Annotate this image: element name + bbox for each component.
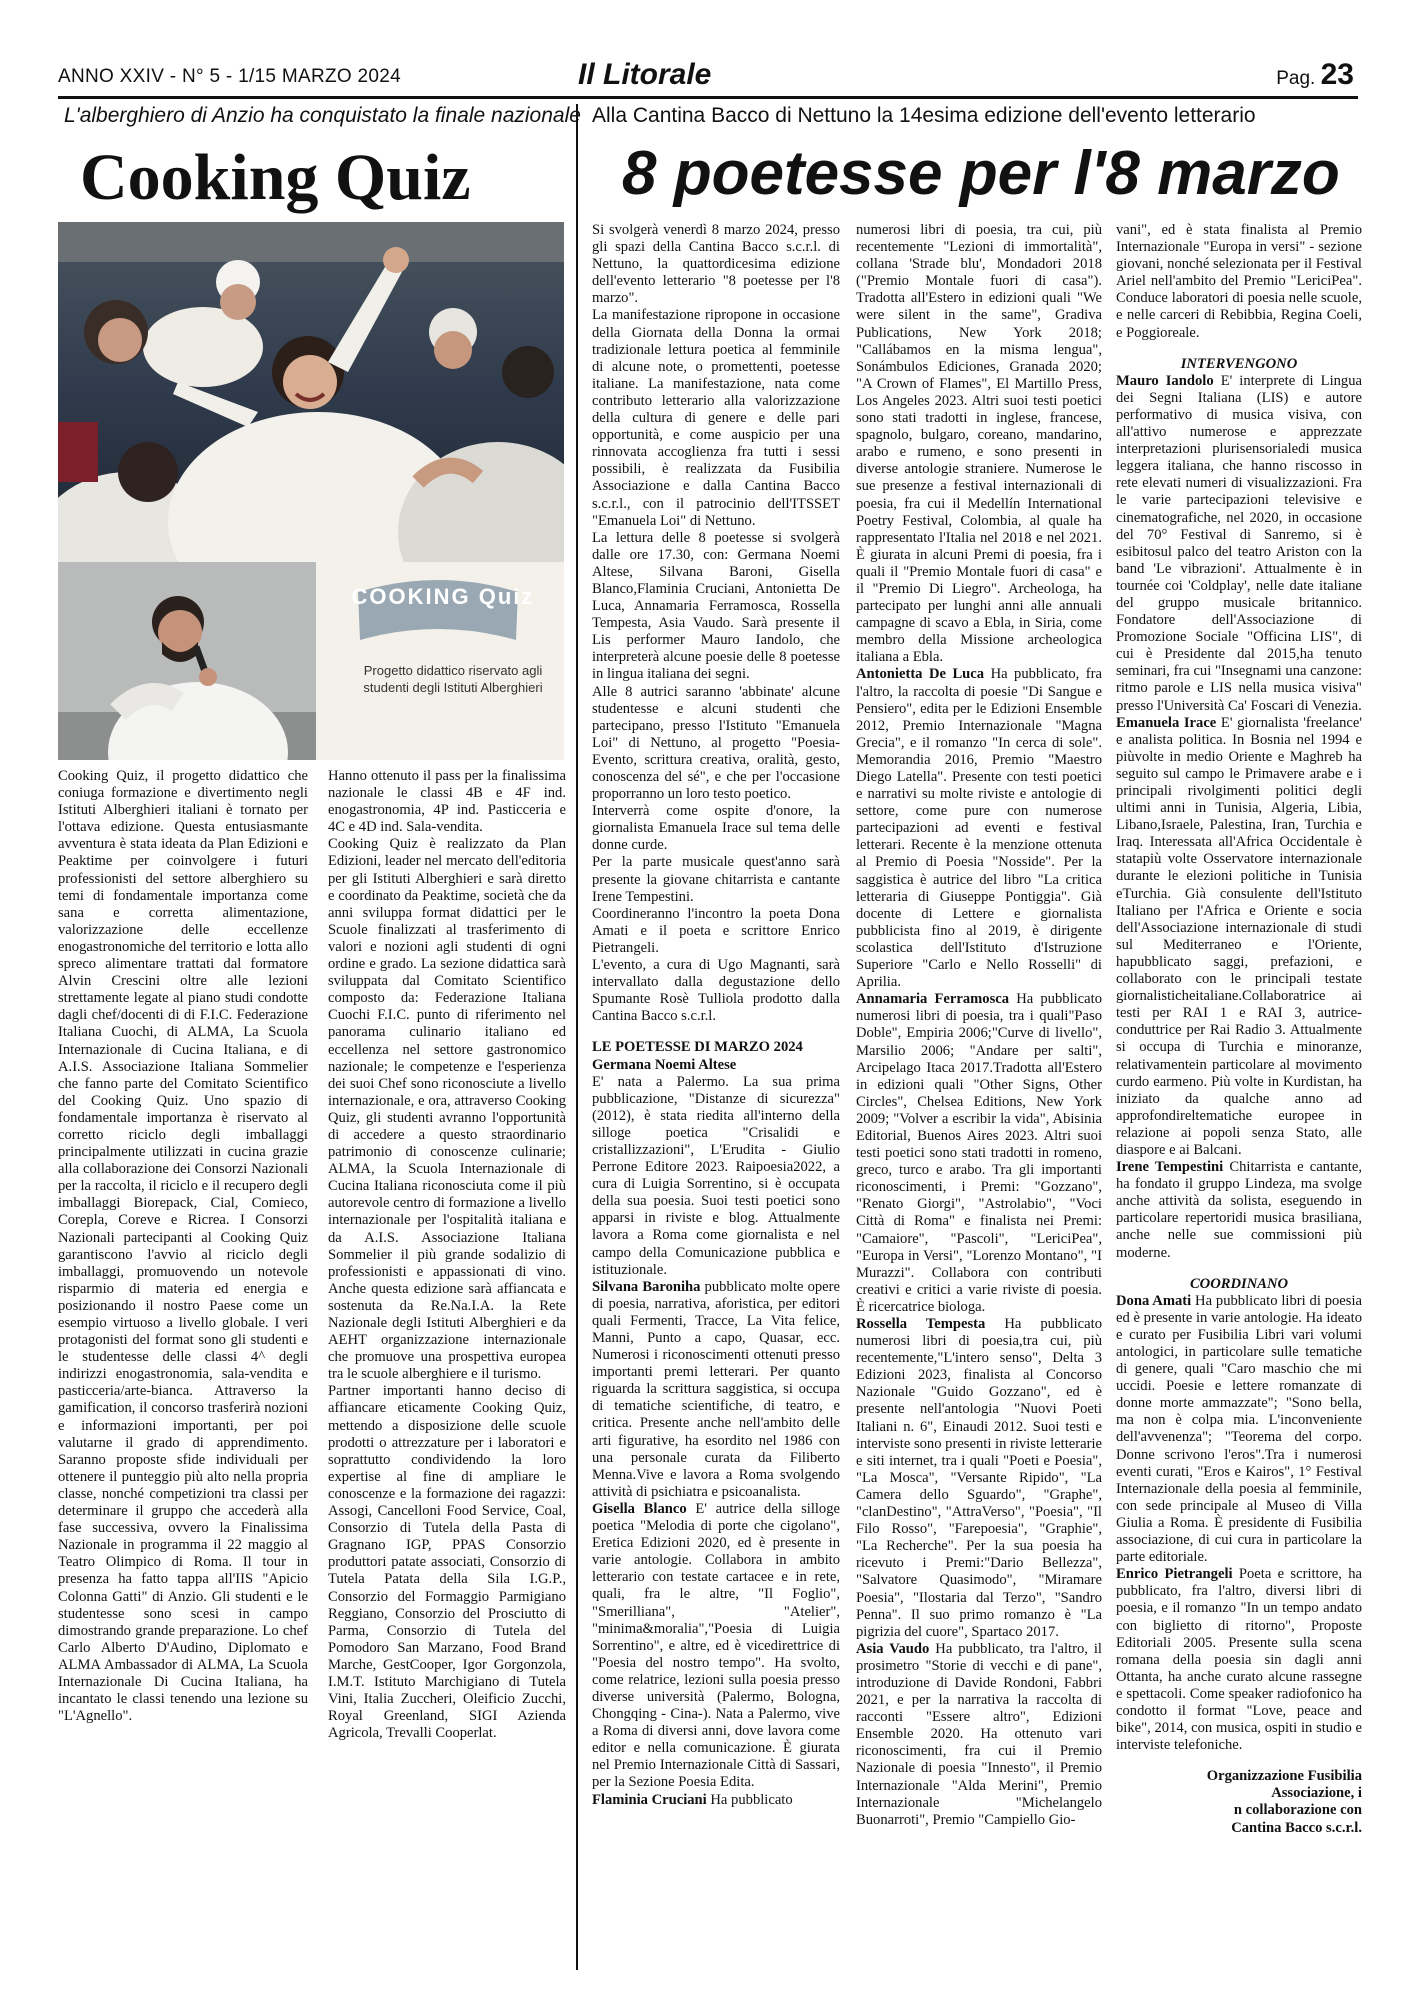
coordinator-name: Dona Amati [1116,1292,1192,1309]
section-heading-coordinano: COORDINANO [1189,1275,1289,1292]
left-article-col2 [328,768,566,1742]
right-article-col1 [592,222,840,1809]
speaker-entry [1116,1159,1362,1262]
left-article-paragraph: Partner importanti hanno deciso di affiancare eticamente Cooking Quiz, mettendo a disposizione delle scuole prodotti o attrezzature per i laboratori e soprattutto condividendo la loro expertise al fine di ampliare le conoscenze e la formazione dei ragazzi: Assogi, Cancelloni Food Service, Coal, Consorzio di Tutela della Pasta di Gragnano IGP, PPAS Consorzio produttori patate associati, Consorzio di Tutela Patata della Sila I.G.P., Consorzio del Formaggio Parmigiano Reggiano, Consorzio del Prosciutto di Parma, Consorzio di Tutela del Pomodoro San Marzano, Food Brand Marche, GestCooper, Igor Gorgonzola, I.M.T. Istituto Marchigiano di Tutela Vini, Italia Zuccheri, Oleificio Zucchi, Royal Greenland, SIGI Azienda Agricola, Trevalli Cooperlat. [328,1383,566,1742]
left-article-paragraph: Cooking Quiz è realizzato da Plan Edizioni, leader nel mercato dell'editoria per gli Istituti Alberghieri e sarà diretto e coordinato da Peaktime, società che da anni sviluppa format didattici per le Scuole finalizzati al trasferimento di valori e nozioni agli studenti di ogni ordine e grado. La sezione didattica sarà sviluppata dal Comitato Scientifico composto da: Federazione Italiana Cuochi F.I.C. punto di riferimento nel panorama culinario italiano ed eccellenza nel settore gastronomico nazionale; le competenze e l'esperienza dei suoi Chef sono riconosciute a livello internazionale, e ora, attraverso Cooking Quiz, gli studenti avranno l'opportunità di accedere a questo straordinario patrimonio di conoscenze culinarie; ALMA, la Scuola Internazionale di Cucina Italiana riconosciuta come il più autorevole centro di formazione a livello internazionale per l'ospitalità italiana e da A.I.S. Associazione Italiana Sommelier il più grande sodalizio di professionisti e appassionati di vino. Anche questa edizione sarà affiancata e sostenuta da Re.Na.I.A. la Rete Nazionale degli Istituti Alberghieri e da AEHT organizzazione internazionale che promuove una prospettiva europea tra le scuole alberghiere e il turismo. [328,836,566,1383]
coordinator-entry [1116,1566,1362,1754]
coordinator-entry [1116,1293,1362,1567]
speaker-bio: E' interprete di Lingua dei Segni Italiana (LIS) e autore performativo di musica visiva, con all'attivo numerose e apprezzate interpretazioni plurisensorialedi musica leggera italiana, che hanno riscosso in rete elevati numeri di visualizzazioni. Fra le varie partecipazioni televisive e cinematografiche, nel 2020, in occasione del 70° Festival di Sanremo, si è esibitosul palco del teatro Ariston con la band 'Le vibrazioni'. Attualmente è in tournée coi 'Coldplay', nelle date italiane del gruppo musicale britannico. Fondatore dell'Associazione di Promozione Sociale "Officina LIS", di cui è Presidente dal 2015,ha tenuto seminari, fra cui "Insegnami una canzone: ritmo parole e LIS nella musica visiva" presso l'Università Ca' Foscari di Venezia. [1116,372,1362,714]
masthead [58,58,1358,99]
poet-entry [592,1279,840,1501]
intro-paragraph: Si svolgerà venerdì 8 marzo 2024, presso gli spazi della Cantina Bacco s.c.r.l. di Nettuno, la quattordicesima edizione dell'evento letterario "8 poetesse per l'8 marzo". [592,222,840,307]
students-photo [58,222,564,562]
poet-bio: numerosi libri di poesia, tra cui, più recentemente "Lezioni di immortalità", collana 'Strade blu', Mondadori 2018 ("Premio Montale fuori di casa"). Tradotta all'Estero in edizioni quali "We were silent in the same", Gradiva Publications, New York 2018; "Callábamos en la misma lengua", Sonámbulos Ediciones, Granada 2020; "A Crown of Flames", El Martillo Press, Los Angeles 2023. Altri suoi testi poetici sono stati tradotti in inglese, francese, spagnolo, bulgaro, coreano, mandarino, arabo e rumeno, e sono presenti in diverse antologie straniere. Numerose le sue presenze a festival internazionali di poesia, fra cui il Medellín International Poetry Festival, Colombia, al quale ha rappresentato l'Italia nel 2018 e nel 2021. È giurata in alcuni Premi di poesia, fra i quali il "Premio Montale fuori di casa" e il "Premio Di Liegro". Archeologa, ha partecipato per lunghi anni alle annuali campagne di scavo a Ebla, in Siria, come membro della Missione archeologica italiana a Ebla. [856,222,1102,666]
page-number-value: 23 [1320,58,1354,91]
poet-bio: E' autrice della silloge poetica "Melodia di porte che cigolano", Eretica Edizioni 2020, ed è presente in varie antologie. Collabora in ambito letterario con testate cartacee e in rete, quali, fra le altre, "Il Foglio", "Smerilliana", "Atelier", "minima&moralia","Poesia di Luigia Sorrentino", e altre, ed è vicedirettrice di "Poesia del nostro tempo". Ha svolto, come relatrice, lezioni sulla poesia presso diverse università (Palermo, Bologna, Chongqing - Cina-). Nata a Palermo, vive a Roma di diversi anni, dove lavora come editor e nella comunicazione. È giurata nel Premio Internazionale Città di Sassari, per la Sezione Poesia Edita. [592,1500,841,1791]
poet-name: Antonietta De Luca [856,666,985,683]
poet-entry [592,1501,840,1792]
section-heading-intervengono: INTERVENGONO [1180,355,1298,372]
poet-name: Asia Vaudo [856,1640,930,1657]
poet-entry [856,666,1102,991]
poet-bio: pubblicato molte opere di poesia, narrativa, aforistica, per editori quali Fermenti, Tracce, La Vita felice, Manni, Punto a capo, Quasar, ecc. Numerosi i riconoscimenti ottenuti presso importanti premi letterari. Per quanto riguarda la scrittura saggistica, si occupa di tematiche scientifiche, di teatro, e critica. Presente anche nell'ambito delle arti figurative, ha esordito nel 1986 con una personale curata da Filiberto Menna.Vive e lavora a Roma svolgendo attività di psichiatra e psicoanalista. [592,1278,840,1500]
poet-name: Rossella Tempesta [856,1316,986,1332]
right-headline: 8 poetesse per l'8 marzo [622,139,1340,208]
intro-paragraph: Alle 8 autrici saranno 'abbinate' alcune studentesse e alcuni studenti che partecipano, presso l'Istituto "Emanuela Loi" di Nettuno, al progetto "Poesia-Evento, scrittura creativa, oralità, gesto, conoscenza del sé", e che per l'occasione proporranno un loro testo poetico. [592,683,840,803]
signature-line: n collaborazione con [1233,1802,1362,1819]
section-heading-poetesse: LE POETESSE DI MARZO 2024 [592,1039,803,1056]
poet-name: Flaminia Cruciani [592,1791,707,1808]
issue-info: ANNO XXIV - N° 5 - 1/15 MARZO 2024 [58,66,402,87]
speaker-bio: Chitarrista e cantante, ha fondato il gruppo Lindeza, ma svolge anche attività da solista, eseguendo in particolare repertoridi musica brasiliana, anche nelle sue commissioni più moderne. [1116,1159,1362,1261]
right-kicker: Alla Cantina Bacco di Nettuno la 14esima edizione dell'evento letterario [592,104,1256,127]
speaker-bio: E' giornalista 'freelance' e analista politica. In Bosnia nel 1994 e piùvolte in medio Oriente e Maghreb ha seguito sul campo le Primavere arabe e i principali rivolgimenti politici degli ultimi anni in Tunisia, Algeria, Libia, Libano,Israele, Palestina, Iran, Turchia e Iraq. Interessata all'Africa Occidentale è statapiù volte Osservatore internazionale durante le elezioni politiche in Tunisia eTurchia. Già consulente dell'Istituto Italiano per l'Africa e Oriente e socia dell'Associazione internazionale di studi sul Mediterraneo e l'Oriente, hapubblicato saggi, prefazioni, e collaborato con le principali testate giornalisticheitaliane.Collaboratrice ai testi per RAI 1 e RAI 3, autrice-conduttrice per Rai Radio 3. Attualmente si occupa di Turchia e minoranze, relativamentein particolare al movimento curdo earmeno. Più volte in Kurdistan, ha iniziato da qualche anno ad approfondireltematiche europee in relazione ai popoli senza Stato, alle diaspore e ai Balcani. [1116,714,1362,1158]
poet-bio: Ha pubblicato, tra l'altro, il prosimetro "Storie di vecchi e di pane", introduzione di Davide Rondoni, Fabbri 2021, e per la narrativa la raccolta di racconti "Essere altro", Edizioni Ensemble 2020. Ha ottenuto vari riconoscimenti, fra cui il Premio Nazionale di poesia "Innesto", il Premio Internazionale "Alda Merini", Premio Internazionale "Michelangelo Buonarroti", Premio "Campiello Gio- [856,1640,1102,1828]
poet-bio: Ha pubblicato numerosi libri di poesia, tra i quali"Paso Doble", Empiria 2006;"Curve di livello", Marsilio 2006; "Andare per salti", Arcipelago Itaca 2017.Tradotta all'Estero in edizioni quali "Other Signs, Other Circles", Chelsea Editions, New York 2009; "Volver a escribir la vida", Abisinia Editorial, Buenos Aires 2023. Altri suoi testi poetici sono stati tradotti in romeno, greco, turco e arabo. Tra gli importanti riconoscimenti, i Premi: "Gozzano", "Renato Giorgi", "Astrolabio", "Voci Città di Roma" e finalista nei Premi: "Camaiore", "Pascoli", "LericiPea", "Europa in Versi", "Lorenzo Montano", "I Murazzi". Collabora con contributi creativi e critici a varie riviste di poesia. È ricercatrice biologa. [856,991,1102,1315]
coordinator-name: Enrico Pietrangeli [1116,1566,1233,1583]
signature [1116,1768,1362,1836]
left-article-paragraph: Hanno ottenuto il pass per la finalissima nazionale le classi 4B e 4F ind. enogastronomia, 4P ind. Pasticceria e 4C e 4D ind. Sala-vendita. [328,768,566,836]
poet-entry [592,1057,840,1074]
speaker-entry [1116,373,1362,715]
coordinator-bio: Ha pubblicato libri di poesia ed è presente in varie antologie. Ha ideato e curato per Fusibilia Libri vari volumi antologici, in particolare sulle tematiche di genere, quali "Caro maschio che mi uccidi. Poesie e lettere romanzate di donne morte ammazzate"; "Sono bella, ma non è colpa mia. L'inconveniente dell'avvenenza"; "Teorema del corpo. Donne scrivono l'eros".Tra i numerosi eventi curati, "Eros e Kairos", 1° Festival Internazionale della poesia al femminile, con sede principale al Museo di Villa Giulia a Roma. È presidente di Fusibilia associazione, di cui cura in particolare la parte editoriale. [1116,1292,1362,1566]
column-divider [576,104,578,1970]
intro-paragraph: Interverrà come ospite d'onore, la giornalista Emanuela Irace sul tema delle donne curde. [592,803,840,854]
page-prefix: Pag. [1276,68,1316,89]
chef-photo [58,562,564,760]
right-article-col3 [1116,222,1362,1837]
poet-entry [592,1792,840,1809]
banner-subtitle: Progetto didattico riservato agli studenti degli Istituti Alberghieri [363,663,543,695]
left-headline: Cooking Quiz [80,141,471,214]
speaker-entry [1116,715,1362,1159]
left-article-col1 [58,768,308,1725]
poet-entry [856,1316,1102,1641]
poet-entry [856,1641,1102,1829]
poet-name: Gisella Blanco [592,1500,687,1517]
left-article-text: Cooking Quiz, il progetto didattico che coniuga formazione e divertimento negli Istituti Alberghieri italiani è tornato per l'ottava edizione. Questa entusiasmante avventura è stata ideata da Plan Edizioni e Peaktime per coinvolgere i futuri professionisti del settore alberghiero su temi di fondamentale importanza come sana e corretta alimentazione, valorizzazione delle eccellenze enogastronomiche del territorio e lotta allo spreco alimentare trattati dal formatore Alvin Crescini oltre alle lezioni strettamente legate al piano studi condotte dagli chef/docenti di di F.I.C. Federazione Italiana Cuochi, di ALMA, La Scuola Internazionale di Cucina Italiana, e di A.I.S. Associazione Italiana Sommelier che fanno parte del Comitato Scientifico del Cooking Quiz. Uno spazio di fondamentale importanza è riservato al corretto riciclo degli imballaggi principalmente utilizzati in cucina grazie alla collaborazione dei Consorzi Nazionali per la raccolta, il riciclo e il recupero degli imballaggi Biorepack, Cial, Comieco, Corepla, Coreve e Ricrea. I Consorzi Nazionali partecipanti al Cooking Quiz garantiscono l'avvio al riciclo degli imballaggi, promuovendo un notevole risparmio di materia ed energia e posizionando il nostro Paese come un esempio virtuoso a livello globale. I veri protagonisti del format sono gli studenti e le studentesse delle classi 4^ degli indirizzi enogastronomia, sala-vendita e pasticceria/arte-bianca. Attraverso la gamification, il concorso trasferirà nozioni e informazioni importanti, per poi valutarne il grado di apprendimento. Saranno proposte sfide individuali per ottenere il punteggio più alto nella propria classe, nonché competizioni tra classi per determinare il gruppo che accederà alla fase successiva, ovvero la Finalissima Nazionale in programma il 22 maggio al Teatro Olimpico di Roma. Il tour in presenza ha fatto tappa all'IIS "Apicio Colonna Gatti" di Anzio. Gli studenti e le studentesse sono scesi in campo dimostrando grande preparazione. Lo chef Carlo Alberto D'Audino, Diplomato e ALMA Ambassador di ALMA, La Scuola Internazionale Di Cucina Italiana, ha incantato le classi tenendo una lezione su "L'Agnello". [58,768,308,1725]
signature-line: Organizzazione Fusibilia [1206,1768,1362,1785]
poet-bio: Ha pubblicato numerosi libri di poesia,tra cui, più recentemente,"L'intero senso", Delta 3 Edizioni 2023, finalista al Concorso Nazionale "Guido Gozzano", ed è presente nell'antologia "Nuovi Poeti Italiani n. 6", Einaudi 2012. Suoi testi e interviste sono presenti in riviste letterarie e siti internet, tra i quali "Poeti e Poesia", "La Mosca", "Versante Ripido", "La Camera dello Sguardo", "Graphe", "clanDestino", "AttraVerso", "Poesia", "Il Filo Rosso", "Farepoesia", "Graphie", "La Recherche". Per la sua poesia ha ricevuto i Premi:"Dario Bellezza", "Salvatore Quasimodo", "Miramare Poesia", "Ilostaria dal Terzo", "Sandro Penna". Il suo primo romanzo è "La pigrizia del cuore", Spartaco 2017. [856,1316,1102,1640]
banner-title: COOKING Quiz [351,584,535,609]
poet-entry [856,991,1102,1316]
coordinator-bio: Poeta e scrittore, ha pubblicato, fra l'altro, diversi libri di poesia, e il romanzo "In un tempo andato con biglietto di ritorno", Proposte Editoriali 2005. Presente sulla scena romana della poesia sin dagli anni Ottanta, ha anche curato alcune rassegne e spettacoli. Come speaker radiofonico ha condotto il format "Love, peace and bike", 2014, con musica, ospiti in studio e interviste telefoniche. [1116,1566,1362,1754]
poet-bio: Ha pubblicato [710,1791,793,1808]
intro-paragraph: Coordineranno l'incontro la poeta Dona Amati e il poeta e scrittore Enrico Pietrangeli. [592,905,840,956]
right-article-col2 [856,222,1102,1829]
intro-paragraph: La lettura delle 8 poetesse si svolgerà dalle ore 17.30, con: Germana Noemi Altese, Silvana Baroni, Gisella Blanco,Flaminia Cruciani, Antonietta De Luca, Annamaria Ferramosca, Rossella Tempesta, Asia Vaudo. Sarà presente il Lis performer Mauro Iandolo, che interpreterà alcune poesie delle 8 poetesse in lingua italiana dei segni. [592,529,840,683]
intro-paragraph: La manifestazione ripropone in occasione della Giornata della Donna la ormai tradizionale lettura poetica al femminile di alcune note, o promettenti, poetesse italiane. La manifestazione, nata come contributo letterario alla valorizzazione della cultura di genere e delle pari opportunità, e come auspicio per una rinnovata accoglienza fra tutti i sessi possibili, è realizzata da Fusibilia Associazione e dalla Cantina Bacco s.c.r.l., con il patrocinio dell'ITSSET "Emanuela Loi" di Nettuno. [592,307,840,529]
poet-bio: Ha pubblicato, fra l'altro, la raccolta di poesie "Di Sangue e Pensiero", edita per le Edizioni Ensemble 2012, Premio Internazionale "Magna Grecia", e il romanzo "In cerca di sole". Memorandia 2016, Premio "Maestro Diego Latella". Presente con testi poetici e narrativi su molte riviste e antologie di settore, come pure con numerose partecipazioni ad eventi e festival letterari. Recente è la menzione ottenuta al Premio di Poesia "Nosside". Per la saggistica è autrice del libro "La critica letteraria di Giuseppe Pontiggia". Già docente di Lettere e giornalista pubblicista fino al 2019, è dirigente scolastica dell'Istituto d'Istruzione Superiore "Carlo e Nello Rosselli" di Aprilia. [856,666,1102,991]
speaker-name: Irene Tempestini [1116,1159,1224,1176]
poet-name: Germana Noemi Altese [592,1056,737,1073]
signature-line: Cantina Bacco s.c.r.l. [1231,1819,1362,1836]
poet-bio: E' nata a Palermo. La sua prima pubblicazione, "Distanze di sicurezza" (2012), è stata riedita all'interno della silloge poetica "Crisalidi e cristallizzazioni", L'Erudita - Giulio Perrone Editore 2023. Raipoesia2022, a cura di Luigia Sorrentino, si è occupata della sua poesia. Suoi testi poetici sono apparsi in riviste e blog. Attualmente lavora a Roma come giornalista e nel campo della Comunicazione pubblica e istituzionale. [592,1073,840,1278]
speaker-name: Emanuela Irace [1116,714,1217,731]
left-kicker: L'alberghiero di Anzio ha conquistato la finale nazionale [64,104,581,127]
speaker-name: Mauro Iandolo [1116,372,1214,389]
page-number [1276,58,1354,92]
poet-name: Annamaria Ferramosca [856,991,1010,1008]
intro-paragraph: Per la parte musicale quest'anno sarà presente la giovane chitarrista e cantante Irene Tempestini. [592,854,840,905]
poet-bio: vani", ed è stata finalista al Premio Internazionale "Europa in versi" - sezione giovani, nonché selezionata per il Festival Ariel nell'ambito del Premio "LericiPea". Conduce laboratori di poesia nelle scuole, e nelle carceri di Rebibbia, Regina Coeli, e Poggioreale. [1116,222,1362,341]
signature-line: Associazione, i [1271,1785,1362,1802]
poet-name: Silvana Baroniha [592,1278,701,1295]
intro-paragraph: L'evento, a cura di Ugo Magnanti, sarà intervallato dalla degustazione dello Spumante Rosè Tulliola prodotto dalla Cantina Bacco s.c.r.l. [592,957,840,1025]
newspaper-name: Il Litorale [578,58,712,91]
